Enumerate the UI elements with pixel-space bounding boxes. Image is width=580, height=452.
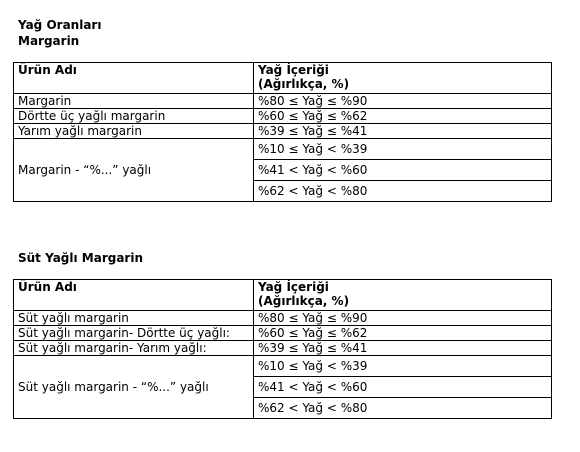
column-header-fat-line1: Yağ İçeriği <box>258 280 329 294</box>
table-row <box>14 341 552 356</box>
table-row <box>14 109 552 124</box>
table-row <box>14 139 552 160</box>
table-header-row <box>14 63 552 94</box>
fat-range-cell: %80 ≤ Yağ ≤ %90 <box>254 94 552 109</box>
fat-range-cell: %39 ≤ Yağ ≤ %41 <box>254 341 552 356</box>
table-row <box>14 124 552 139</box>
product-name-cell: Margarin <box>14 94 254 109</box>
table-row <box>14 326 552 341</box>
fat-range-cell: %39 ≤ Yağ ≤ %41 <box>254 124 552 139</box>
column-header-product-name: Ürün Adı <box>14 63 254 94</box>
product-name-cell: Dörtte üç yağlı margarin <box>14 109 254 124</box>
table-row <box>14 356 552 377</box>
column-header-fat-line2: (Ağırlıkça, %) <box>258 77 350 91</box>
fat-content-table-milk-fat-margarin <box>13 279 552 419</box>
fat-range-cell: %41 < Yağ < %60 <box>254 160 552 181</box>
product-name-cell-grouped: Süt yağlı margarin - “%...” yağlı <box>14 356 254 419</box>
table-row <box>14 311 552 326</box>
fat-range-cell: %10 ≤ Yağ < %39 <box>254 139 552 160</box>
column-header-fat-content <box>254 63 552 94</box>
fat-range-cell: %41 < Yağ < %60 <box>254 377 552 398</box>
product-name-cell: Yarım yağlı margarin <box>14 124 254 139</box>
fat-range-cell: %62 < Yağ < %80 <box>254 181 552 202</box>
fat-content-table-margarin <box>13 62 552 202</box>
product-name-cell: Süt yağlı margarin <box>14 311 254 326</box>
table-row <box>14 94 552 109</box>
fat-range-cell: %10 ≤ Yağ < %39 <box>254 356 552 377</box>
table-header-row <box>14 280 552 311</box>
fat-range-cell: %62 < Yağ < %80 <box>254 398 552 419</box>
fat-range-cell: %60 ≤ Yağ ≤ %62 <box>254 109 552 124</box>
product-name-cell: Süt yağlı margarin- Dörtte üç yağlı: <box>14 326 254 341</box>
section-title-margarin: Margarin <box>18 34 80 48</box>
fat-range-cell: %80 ≤ Yağ ≤ %90 <box>254 311 552 326</box>
column-header-fat-content <box>254 280 552 311</box>
section-title-milk-fat-margarin: Süt Yağlı Margarin <box>18 251 143 265</box>
column-header-fat-line1: Yağ İçeriği <box>258 63 329 77</box>
product-name-cell: Süt yağlı margarin- Yarım yağlı: <box>14 341 254 356</box>
column-header-product-name: Ürün Adı <box>14 280 254 311</box>
column-header-fat-line2: (Ağırlıkça, %) <box>258 294 350 308</box>
fat-range-cell: %60 ≤ Yağ ≤ %62 <box>254 326 552 341</box>
page-title: Yağ Oranları <box>18 18 102 32</box>
product-name-cell-grouped: Margarin - “%...” yağlı <box>14 139 254 202</box>
